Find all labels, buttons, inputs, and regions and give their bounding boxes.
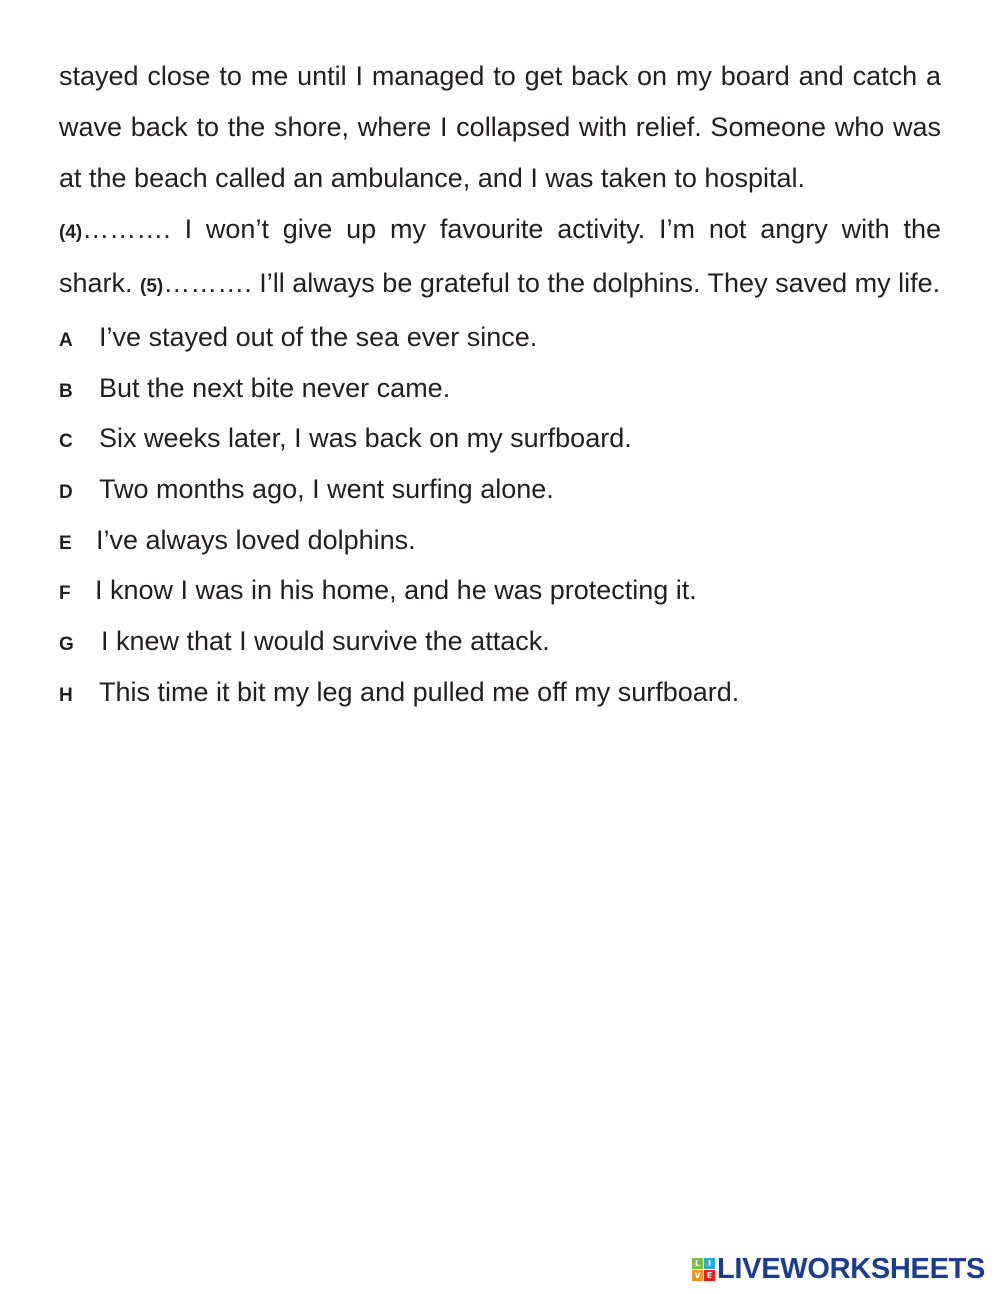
option-text: Two months ago, I went surfing alone. xyxy=(99,474,554,505)
option-d xyxy=(59,464,941,515)
option-letter: B xyxy=(59,380,73,402)
option-letter: G xyxy=(59,634,74,656)
passage-paragraph-1: stayed close to me until I managed to get back on my board and catch a wave back to the shore, where I collapsed with relief. Someone who was at the beach called an ambulance, and I was taken to hospital. xyxy=(59,61,941,193)
option-g xyxy=(59,616,941,667)
gap-5-number: (5) xyxy=(140,276,164,297)
option-f xyxy=(59,565,941,616)
option-c xyxy=(59,413,941,464)
option-h xyxy=(59,667,941,718)
option-text: This time it bit my leg and pulled me off my surfboard. xyxy=(99,676,740,707)
option-text: I knew that I would survive the attack. xyxy=(101,626,550,657)
answer-options-list xyxy=(59,312,941,718)
option-letter: D xyxy=(59,482,73,504)
logo-cell: L xyxy=(692,1258,703,1269)
logo-cell: I xyxy=(704,1258,715,1269)
passage-text-after-gap-5: I’ll always be grateful to the dolphins. They saved my life. xyxy=(251,268,941,298)
option-letter: A xyxy=(59,330,73,351)
logo-cell: V xyxy=(692,1270,703,1281)
option-text: I’ve stayed out of the sea ever since. xyxy=(99,322,538,352)
option-a xyxy=(59,312,941,363)
passage-text-after-gap-4: I won’t give up my favourite activity. I’m not angry with the shark. xyxy=(59,214,941,298)
gap-4-number: (4) xyxy=(59,222,83,243)
logo-grid-icon xyxy=(692,1258,715,1281)
option-letter: F xyxy=(59,583,71,605)
logo-wordmark: LIVEWORKSHEETS xyxy=(717,1252,986,1285)
logo-cell: E xyxy=(704,1270,715,1281)
option-b xyxy=(59,363,941,414)
option-letter: C xyxy=(59,431,73,453)
worksheet-content xyxy=(59,51,941,718)
option-text: But the next bite never came. xyxy=(99,372,451,403)
option-letter: H xyxy=(59,684,73,706)
option-text: I’ve always loved dolphins. xyxy=(96,524,416,555)
gap-4-blank[interactable]: ………. xyxy=(82,214,171,244)
option-text: Six weeks later, I was back on my surfboard. xyxy=(99,423,632,454)
option-e xyxy=(59,515,941,566)
gap-5-blank[interactable]: ………. xyxy=(163,268,252,298)
option-letter: E xyxy=(59,532,72,554)
liveworksheets-logo xyxy=(692,1254,985,1284)
passage-paragraph-2 xyxy=(59,204,941,312)
option-text: I know I was in his home, and he was protecting it. xyxy=(95,575,697,606)
